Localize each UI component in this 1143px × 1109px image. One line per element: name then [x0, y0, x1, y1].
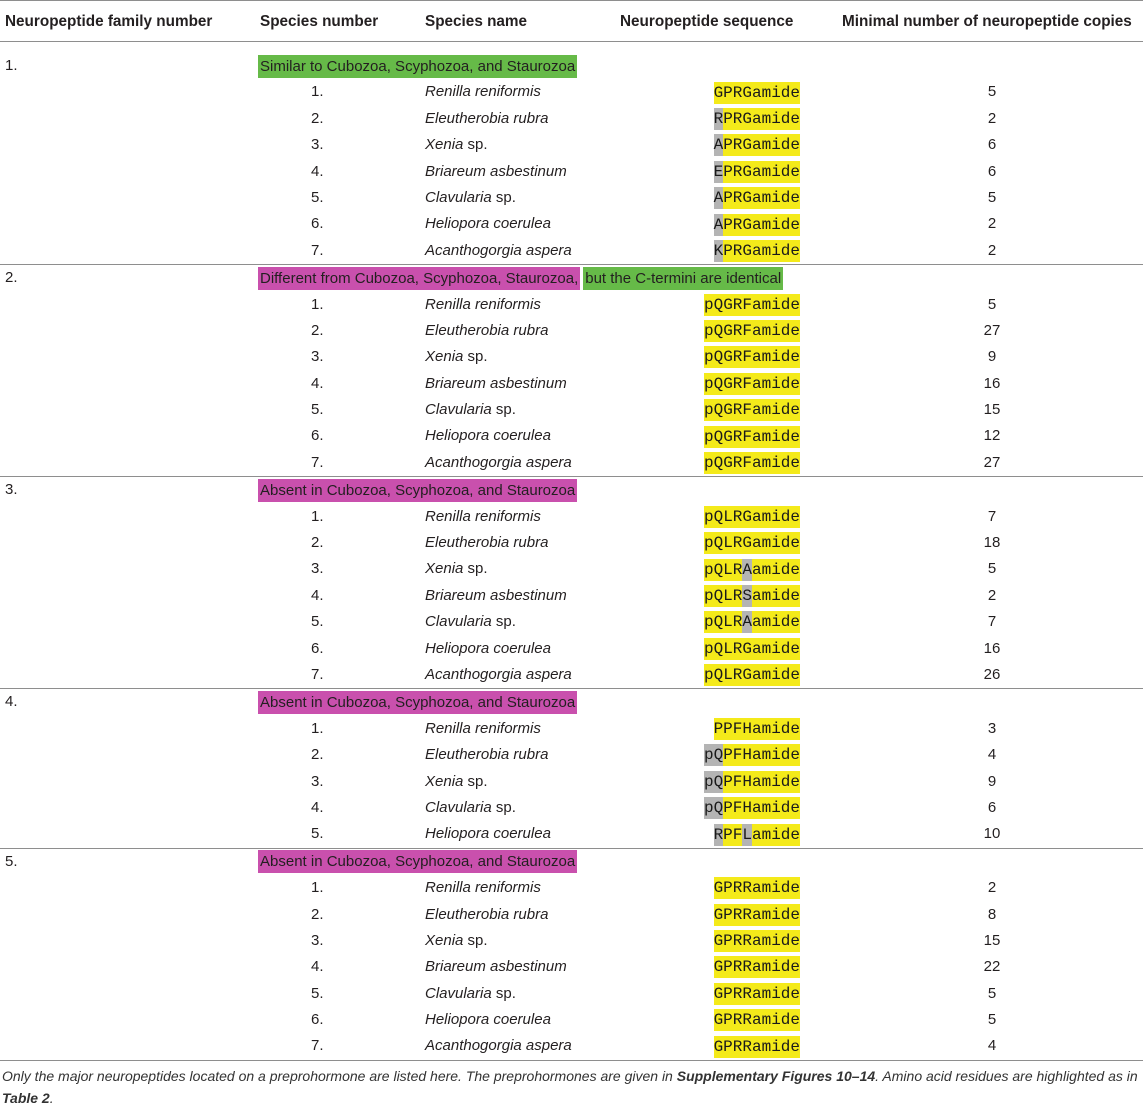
neuropeptide-sequence: [704, 504, 800, 530]
neuropeptide-sequence: [714, 132, 800, 158]
species-name: [425, 530, 548, 556]
species-name-italic: Briareum asbestinum: [425, 586, 567, 604]
species-name: [425, 795, 516, 821]
species-name: [425, 371, 567, 397]
neuropeptide-sequence: [704, 344, 800, 370]
note-highlight: Different from Cubozoa, Scyphozoa, Staurozoa,: [258, 267, 580, 290]
table-row: [0, 902, 1143, 928]
sequence-segment: PRGamide: [723, 189, 800, 208]
copy-count: 4: [987, 746, 997, 764]
species-name: [425, 583, 567, 609]
neuropeptide-sequence: [704, 636, 800, 662]
sequence-segment: GPRRamide: [713, 1037, 800, 1056]
species-name-plain: sp.: [463, 931, 488, 949]
neuropeptide-sequence: [714, 928, 800, 954]
sequence-segment: PRGamide: [723, 162, 800, 181]
species-name: [425, 821, 551, 847]
sequence-segment: PRGamide: [723, 109, 800, 128]
sequence-segment: A: [713, 215, 724, 234]
species-name-plain: sp.: [463, 560, 488, 578]
copy-count: 5: [987, 295, 997, 313]
neuropeptide-sequence: [704, 318, 800, 344]
neuropeptide-sequence: [704, 609, 800, 635]
copy-count: 7: [987, 507, 997, 525]
species-name: [425, 238, 572, 264]
species-name-italic: Acanthogorgia aspera: [425, 1037, 572, 1055]
sequence-segment: amide: [751, 560, 800, 579]
sequence-segment: pQGRFamide: [703, 374, 800, 393]
species-number: 2.: [311, 109, 324, 127]
neuropeptide-sequence: [714, 981, 800, 1007]
species-name-italic: Renilla reniformis: [425, 295, 541, 313]
table-header: [0, 0, 1143, 42]
copy-count: 5: [987, 83, 997, 101]
species-number: 2.: [311, 534, 324, 552]
table-row: [0, 397, 1143, 423]
copy-count: 2: [987, 879, 997, 897]
neuropeptide-sequence: [704, 795, 800, 821]
species-number: 6.: [311, 1011, 324, 1029]
species-name-italic: Acanthogorgia aspera: [425, 241, 572, 259]
sequence-segment: GPRRamide: [713, 879, 800, 898]
table-row: [0, 662, 1143, 688]
species-name-italic: Heliopora coerulea: [425, 639, 551, 657]
species-name: [425, 875, 541, 901]
sequence-segment: PPFHamide: [713, 719, 800, 738]
sequence-segment: PRGamide: [723, 215, 800, 234]
family-notes: [258, 689, 577, 715]
note-highlight: Absent in Cubozoa, Scyphozoa, and Staurozoa: [258, 691, 577, 714]
sequence-segment: S: [742, 587, 752, 605]
table-row: [0, 530, 1143, 556]
copy-count: 27: [983, 321, 1001, 339]
table-row: [0, 928, 1143, 954]
species-name: [425, 344, 488, 370]
sequence-segment: pQLR: [703, 613, 743, 632]
species-name: [425, 928, 488, 954]
neuropeptide-sequence: [714, 1033, 800, 1059]
species-name-italic: Xenia: [425, 348, 464, 366]
sequence-segment: amide: [751, 825, 800, 844]
neuropeptide-sequence: [714, 875, 800, 901]
species-name-italic: Clavularia: [425, 401, 492, 419]
species-number: 2.: [311, 905, 324, 923]
sequence-segment: PFHamide: [723, 746, 800, 765]
species-name-italic: Xenia: [425, 136, 464, 154]
table-footnote: [2, 1066, 1141, 1109]
table-row: [0, 556, 1143, 582]
table-row: [0, 344, 1143, 370]
species-name-italic: Clavularia: [425, 188, 492, 206]
neuropeptide-sequence: [714, 211, 800, 237]
header-family-number: Neuropeptide family number: [5, 13, 213, 30]
species-number: 1.: [311, 83, 324, 101]
copy-count: 7: [987, 613, 997, 631]
species-name-italic: Eleutherobia rubra: [425, 746, 549, 764]
table-row: [0, 716, 1143, 742]
neuropeptide-sequence: [704, 423, 800, 449]
note-highlight: but the C-termini are identical: [583, 267, 783, 290]
family-label-row: [0, 689, 1143, 715]
species-number: 5.: [311, 613, 324, 631]
species-name: [425, 132, 488, 158]
species-name: [425, 742, 548, 768]
neuropeptide-sequence: [714, 238, 800, 264]
note-highlight: Absent in Cubozoa, Scyphozoa, and Staurozoa: [258, 479, 577, 502]
copy-count: 15: [983, 401, 1001, 419]
sequence-segment: pQLRGamide: [703, 534, 800, 553]
table-row: [0, 211, 1143, 237]
table-row: [0, 504, 1143, 530]
table-row: [0, 185, 1143, 211]
copy-count: 26: [983, 665, 1001, 683]
species-name-italic: Heliopora coerulea: [425, 825, 551, 843]
species-name: [425, 1033, 572, 1059]
neuropeptide-sequence: [704, 556, 800, 582]
copy-count: 6: [987, 798, 997, 816]
species-number: 1.: [311, 719, 324, 737]
family-block: [0, 689, 1143, 848]
table-row: [0, 981, 1143, 1007]
sequence-segment: pQLRGamide: [703, 666, 800, 685]
family-block: [0, 849, 1143, 1061]
sequence-segment: A: [713, 189, 724, 208]
species-name: [425, 397, 516, 423]
table-row: [0, 609, 1143, 635]
copy-count: 16: [983, 374, 1001, 392]
species-name-italic: Eleutherobia rubra: [425, 534, 549, 552]
neuropeptide-sequence: [714, 1007, 800, 1033]
header-species-name: Species name: [425, 13, 528, 30]
species-name-italic: Renilla reniformis: [425, 83, 541, 101]
copy-count: 5: [987, 1011, 997, 1029]
species-name: [425, 662, 572, 688]
sequence-segment: pQGRFamide: [703, 454, 800, 473]
species-number: 3.: [311, 348, 324, 366]
copy-count: 2: [987, 241, 997, 259]
sequence-segment: R: [713, 825, 724, 844]
sequence-segment: pQGRFamide: [703, 427, 800, 446]
species-name-plain: sp.: [491, 613, 516, 631]
species-number: 4.: [311, 586, 324, 604]
table-row: [0, 742, 1143, 768]
species-name-italic: Clavularia: [425, 613, 492, 631]
species-number: 6.: [311, 639, 324, 657]
species-name: [425, 185, 516, 211]
species-name: [425, 981, 516, 1007]
species-number: 2.: [311, 321, 324, 339]
species-name: [425, 954, 567, 980]
species-number: 7.: [311, 241, 324, 259]
species-number: 3.: [311, 931, 324, 949]
neuropeptide-sequence: [714, 821, 800, 847]
neuropeptide-sequence: [704, 292, 800, 318]
species-name-italic: Renilla reniformis: [425, 507, 541, 525]
species-name-italic: Acanthogorgia aspera: [425, 665, 572, 683]
neuropeptide-sequence: [704, 742, 800, 768]
family-block: [0, 477, 1143, 689]
species-number: 4.: [311, 798, 324, 816]
species-name-plain: sp.: [463, 348, 488, 366]
table-row: [0, 875, 1143, 901]
neuropeptide-sequence: [704, 662, 800, 688]
species-name: [425, 504, 541, 530]
table-row: [0, 821, 1143, 847]
species-name: [425, 902, 548, 928]
species-name: [425, 636, 551, 662]
neuropeptide-sequence: [704, 450, 800, 476]
species-name-plain: sp.: [463, 136, 488, 154]
species-name-italic: Xenia: [425, 560, 464, 578]
species-number: 4.: [311, 958, 324, 976]
footnote-text: Only the major neuropeptides located on a preprohormone are listed here. The preprohormones are given in: [2, 1068, 677, 1084]
family-number: 5.: [5, 852, 18, 870]
sequence-segment: GPRRamide: [713, 984, 800, 1003]
species-name: [425, 556, 488, 582]
sequence-segment: PRGamide: [723, 241, 800, 260]
species-name-italic: Renilla reniformis: [425, 719, 541, 737]
copy-count: 4: [987, 1037, 997, 1055]
sequence-segment: pQGRFamide: [703, 295, 800, 314]
species-name-plain: sp.: [491, 798, 516, 816]
neuropeptide-sequence: [714, 716, 800, 742]
neuropeptide-sequence: [704, 583, 800, 609]
sequence-segment: PFHamide: [723, 772, 800, 791]
neuropeptide-sequence: [704, 397, 800, 423]
species-number: 5.: [311, 984, 324, 1002]
family-number: 2.: [5, 269, 18, 287]
species-name: [425, 1007, 551, 1033]
species-name: [425, 292, 541, 318]
species-name-italic: Briareum asbestinum: [425, 162, 567, 180]
species-name: [425, 211, 551, 237]
neuropeptide-sequence: [704, 769, 800, 795]
neuropeptide-sequence: [704, 371, 800, 397]
table-body: [0, 42, 1143, 1061]
species-number: 6.: [311, 215, 324, 233]
header-species-number: Species number: [260, 13, 379, 30]
note-highlight: Absent in Cubozoa, Scyphozoa, and Staurozoa: [258, 850, 577, 873]
species-name: [425, 609, 516, 635]
species-name-italic: Heliopora coerulea: [425, 427, 551, 445]
species-number: 5.: [311, 825, 324, 843]
sequence-segment: pQ: [703, 799, 724, 818]
family-number: 1.: [5, 57, 18, 74]
species-name-plain: sp.: [463, 772, 488, 790]
species-name-plain: sp.: [491, 984, 516, 1002]
copy-count: 22: [983, 958, 1001, 976]
table-row: [0, 423, 1143, 449]
species-number: 5.: [311, 188, 324, 206]
table-row: [0, 636, 1143, 662]
species-name: [425, 106, 548, 132]
species-name-italic: Acanthogorgia aspera: [425, 453, 572, 471]
sequence-segment: GPRRamide: [713, 1011, 800, 1030]
sequence-segment: pQGRFamide: [703, 322, 800, 341]
species-number: 6.: [311, 427, 324, 445]
sequence-segment: pQLR: [703, 560, 743, 579]
family-block: [0, 42, 1143, 265]
sequence-segment: A: [742, 560, 752, 579]
copy-count: 3: [987, 719, 997, 737]
sequence-segment: amide: [751, 587, 800, 605]
copy-count: 8: [987, 905, 997, 923]
species-name-italic: Eleutherobia rubra: [425, 321, 549, 339]
table-row: [0, 954, 1143, 980]
sequence-segment: R: [713, 109, 724, 128]
sequence-segment: pQ: [703, 772, 724, 791]
table-row: [0, 238, 1143, 264]
species-name-italic: Heliopora coerulea: [425, 1011, 551, 1029]
table-row: [0, 583, 1143, 609]
species-name: [425, 423, 551, 449]
species-number: 1.: [311, 879, 324, 897]
copy-count: 27: [983, 453, 1001, 471]
neuropeptide-sequence: [714, 79, 800, 105]
species-name-italic: Renilla reniformis: [425, 879, 541, 897]
species-number: 3.: [311, 136, 324, 154]
sequence-segment: PF: [723, 825, 743, 844]
species-name-plain: sp.: [491, 188, 516, 206]
table-row: [0, 1033, 1143, 1059]
sequence-segment: K: [713, 241, 724, 260]
note-highlight: Similar to Cubozoa, Scyphozoa, and Staurozoa: [258, 55, 577, 78]
copy-count: 5: [987, 560, 997, 578]
sequence-segment: pQ: [703, 746, 724, 765]
copy-count: 6: [987, 136, 997, 154]
sequence-segment: pQLRGamide: [703, 507, 800, 526]
copy-count: 2: [987, 215, 997, 233]
species-name-plain: sp.: [491, 401, 516, 419]
copy-count: 9: [987, 772, 997, 790]
copy-count: 15: [983, 931, 1001, 949]
family-label-row: [0, 849, 1143, 875]
family-notes: [258, 849, 577, 875]
species-number: 5.: [311, 401, 324, 419]
species-name-italic: Eleutherobia rubra: [425, 109, 549, 127]
table-row: [0, 159, 1143, 185]
species-number: 7.: [311, 1037, 324, 1055]
table-row: [0, 292, 1143, 318]
sequence-segment: pQLR: [703, 587, 743, 605]
species-number: 3.: [311, 772, 324, 790]
table-row: [0, 795, 1143, 821]
sequence-segment: pQLRGamide: [703, 639, 800, 658]
footnote-reference: Supplementary Figures 10–14: [676, 1068, 876, 1084]
species-name: [425, 769, 488, 795]
species-name-italic: Briareum asbestinum: [425, 958, 567, 976]
species-name-italic: Xenia: [425, 772, 464, 790]
family-label-row: [0, 53, 1143, 79]
table-row: [0, 450, 1143, 476]
species-name-italic: Briareum asbestinum: [425, 374, 567, 392]
table-row: [0, 106, 1143, 132]
sequence-segment: pQGRFamide: [703, 348, 800, 367]
table-row: [0, 318, 1143, 344]
neuropeptide-sequence: [714, 902, 800, 928]
family-notes: [258, 53, 577, 79]
sequence-segment: GPRGamide: [713, 83, 800, 102]
header-neuropeptide-sequence: Neuropeptide sequence: [620, 13, 794, 30]
species-name: [425, 159, 567, 185]
family-label-row: [0, 265, 1143, 291]
table-row: [0, 79, 1143, 105]
footnote-text: .: [49, 1089, 54, 1106]
copy-count: 6: [987, 162, 997, 180]
family-notes: [258, 477, 577, 503]
sequence-segment: amide: [751, 613, 800, 632]
species-number: 1.: [311, 295, 324, 313]
sequence-segment: PRGamide: [723, 136, 800, 155]
sequence-segment: GPRRamide: [713, 932, 800, 951]
sequence-segment: A: [713, 136, 724, 155]
copy-count: 2: [987, 109, 997, 127]
species-name-italic: Heliopora coerulea: [425, 215, 551, 233]
species-number: 4.: [311, 374, 324, 392]
sequence-segment: GPRRamide: [713, 905, 800, 924]
copy-count: 5: [987, 188, 997, 206]
neuropeptide-sequence: [714, 954, 800, 980]
neuropeptide-sequence: [714, 106, 800, 132]
neuropeptide-sequence: [704, 530, 800, 556]
copy-count: 10: [983, 825, 1001, 843]
copy-count: 9: [987, 348, 997, 366]
header-copies: Minimal number of neuropeptide copies: [842, 13, 1132, 30]
family-notes: [258, 265, 783, 291]
species-number: 7.: [311, 665, 324, 683]
sequence-segment: PFHamide: [723, 799, 800, 818]
copy-count: 2: [987, 586, 997, 604]
species-name-italic: Eleutherobia rubra: [425, 905, 549, 923]
table-row: [0, 371, 1143, 397]
species-name: [425, 318, 548, 344]
copy-count: 12: [983, 427, 1001, 445]
copy-count: 18: [983, 534, 1001, 552]
copy-count: 16: [983, 639, 1001, 657]
species-number: 7.: [311, 453, 324, 471]
family-label-row: [0, 477, 1143, 503]
footnote-reference: Table 2: [2, 1089, 50, 1106]
footnote-text: . Amino acid residues are highlighted as in: [875, 1068, 1138, 1084]
neuropeptide-sequence: [714, 159, 800, 185]
sequence-segment: pQGRFamide: [703, 401, 800, 420]
family-block: [0, 265, 1143, 477]
species-number: 2.: [311, 746, 324, 764]
species-number: 4.: [311, 162, 324, 180]
neuropeptide-sequence: [714, 185, 800, 211]
species-name: [425, 450, 572, 476]
species-number: 3.: [311, 560, 324, 578]
copy-count: 5: [987, 984, 997, 1002]
species-name: [425, 716, 541, 742]
table-row: [0, 1007, 1143, 1033]
species-name-italic: Clavularia: [425, 798, 492, 816]
sequence-segment: A: [742, 613, 752, 632]
species-name-italic: Xenia: [425, 931, 464, 949]
sequence-segment: E: [713, 162, 724, 181]
sequence-segment: L: [742, 825, 752, 844]
table-row: [0, 769, 1143, 795]
family-number: 3.: [5, 481, 18, 499]
species-name: [425, 79, 541, 105]
species-name-italic: Clavularia: [425, 984, 492, 1002]
sequence-segment: GPRRamide: [713, 958, 800, 977]
species-number: 1.: [311, 507, 324, 525]
family-number: 4.: [5, 693, 18, 711]
table-row: [0, 132, 1143, 158]
